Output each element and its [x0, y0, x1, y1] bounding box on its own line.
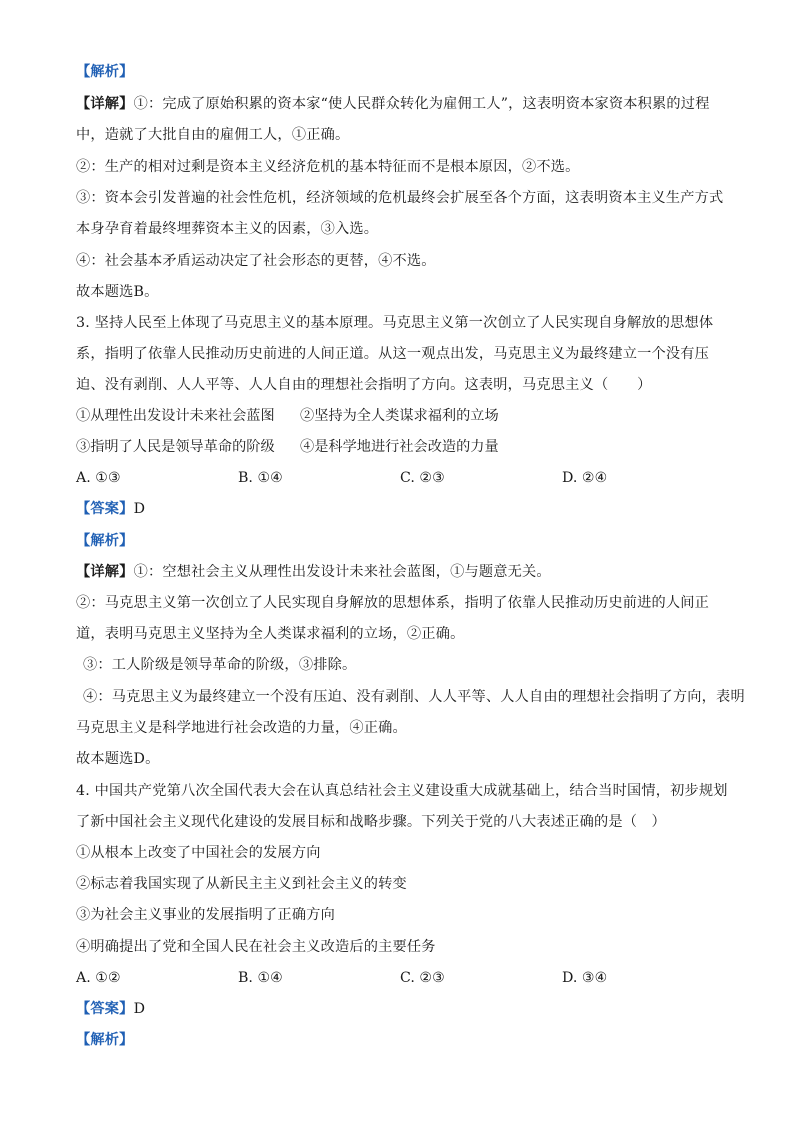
choice-c: C. ②③: [400, 970, 445, 986]
answer-value: D: [133, 1001, 146, 1017]
choice-b: B. ①④: [238, 470, 283, 486]
choice-a: A. ①③: [76, 470, 121, 486]
detail-line: ②：马克思主义第一次创立了人民实现自身解放的思想体系，指明了依靠人民推动历史前进的人间正: [76, 595, 710, 611]
detail-line: 道，表明马克思主义坚持为全人类谋求福利的立场，②正确。: [76, 626, 465, 642]
statement-item: ④明确提出了党和全国人民在社会主义改造后的主要任务: [76, 939, 436, 955]
detail-line: ③：工人阶级是领导革命的阶级，③排除。: [83, 657, 357, 673]
detail-line: ③：资本会引发普遍的社会性危机，经济领域的危机最终会扩展至各个方面，这表明资本主义生产方式: [76, 190, 724, 206]
detail-line: 马克思主义是科学地进行社会改造的力量，④正确。: [76, 720, 407, 736]
conclusion: 故本题选D。: [76, 751, 160, 767]
statement-item: ③指明了人民是领导革命的阶级: [76, 439, 275, 455]
detail-tag: 【详解】: [76, 96, 134, 112]
statement-item: ④是科学地进行社会改造的力量: [300, 439, 499, 455]
detail-line: 本身孕育着最终埋葬资本主义的因素，③入选。: [76, 221, 379, 237]
answer-tag: 【答案】: [76, 1001, 134, 1017]
answer-tag: 【答案】: [76, 501, 134, 517]
detail-line: ④：社会基本矛盾运动决定了社会形态的更替，④不选。: [76, 253, 436, 269]
analysis-header: 【解析】: [76, 1032, 134, 1048]
statement-item: ③为社会主义事业的发展指明了正确方向: [76, 907, 335, 923]
analysis-header: 【解析】: [76, 64, 134, 80]
detail-line: ④：马克思主义为最终建立一个没有压迫、没有剥削、人人平等、人人自由的理想社会指明了方向，表明: [83, 689, 745, 705]
detail-text: ①：完成了原始积累的资本家“使人民群众转化为雇佣工人”，这表明资本家资本积累的过程: [133, 96, 710, 112]
statement-item: ①从根本上改变了中国社会的发展方向: [76, 845, 321, 861]
choice-d: D. ③④: [562, 970, 608, 986]
choice-a: A. ①②: [76, 970, 121, 986]
statement-item: ②标志着我国实现了从新民主主义到社会主义的转变: [76, 876, 407, 892]
analysis-header: 【解析】: [76, 533, 134, 549]
detail-line: [76, 94, 710, 114]
statement-item: ②坚持为全人类谋求福利的立场: [300, 408, 499, 424]
detail-line: ②：生产的相对过剩是资本主义经济危机的基本特征而不是根本原因，②不选。: [76, 159, 580, 175]
choice-c: C. ②③: [400, 470, 445, 486]
answer-line: [76, 999, 145, 1019]
detail-text: ①：空想社会主义从理性出发设计未来社会蓝图，①与题意无关。: [133, 564, 551, 580]
question-stem: 系，指明了依靠人民推动历史前进的人间正道。从这一观点出发，马克思主义为最终建立一个没有压: [76, 346, 710, 362]
conclusion: 故本题选B。: [76, 284, 159, 300]
choice-b: B. ①④: [238, 970, 283, 986]
detail-line: 中，造就了大批自由的雇佣工人，①正确。: [76, 127, 350, 143]
detail-line: [76, 562, 551, 582]
answer-value: D: [133, 501, 146, 517]
detail-tag: 【详解】: [76, 564, 134, 580]
choice-d: D. ②④: [562, 470, 608, 486]
question-stem: 迫、没有剥削、人人平等、人人自由的理想社会指明了方向。这表明，马克思主义（ ）: [76, 377, 652, 393]
question-stem: 了新中国社会主义现代化建设的发展目标和战略步骤。下列关于党的八大表述正确的是（ ）: [76, 814, 666, 830]
question-stem: 4. 中国共产党第八次全国代表大会在认真总结社会主义建设重大成就基础上，结合当时国情，初步规划: [76, 783, 728, 799]
question-stem: 3. 坚持人民至上体现了马克思主义的基本原理。马克思主义第一次创立了人民实现自身解放的思想体: [76, 315, 714, 331]
statement-item: ①从理性出发设计未来社会蓝图: [76, 408, 275, 424]
answer-line: [76, 499, 145, 519]
